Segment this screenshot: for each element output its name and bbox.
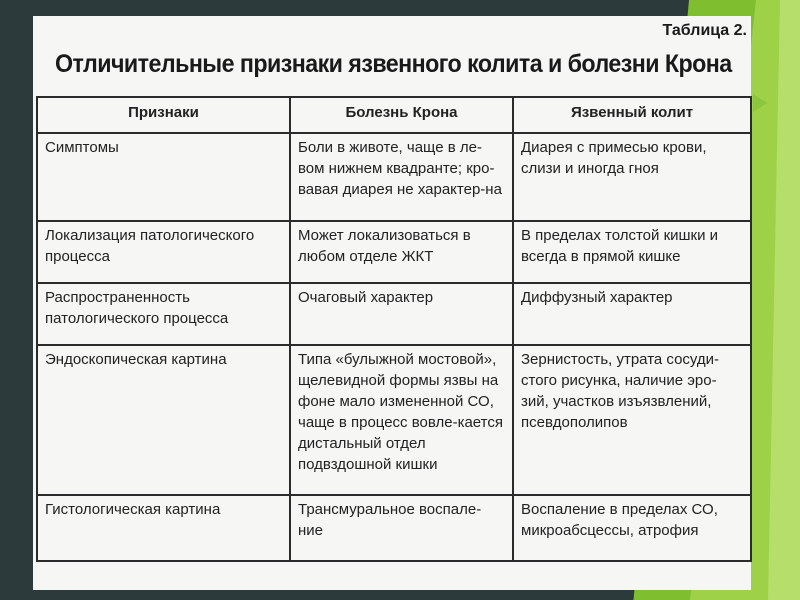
cell-crohn: Трансмуральное воспале-ние	[290, 495, 513, 561]
cell-uc: Воспаление в пределах СО, микроабсцессы, атрофия	[513, 495, 751, 561]
table-number: Таблица 2.	[662, 22, 747, 39]
table-row	[37, 345, 751, 495]
table-row	[37, 495, 751, 561]
cell-sign: Эндоскопическая картина	[37, 345, 290, 495]
cell-uc: Зернистость, утрата сосуди-стого рисунка, наличие эро-зий, участков изъязвлений, псевдополипов	[513, 345, 751, 495]
comparison-table	[36, 96, 752, 562]
table-row	[37, 221, 751, 283]
cell-uc: В пределах толстой кишки и всегда в прямой кишке	[513, 221, 751, 283]
cell-crohn: Очаговый характер	[290, 283, 513, 345]
play-arrow-icon	[753, 94, 767, 112]
column-header-signs: Признаки	[37, 97, 290, 133]
column-header-crohn: Болезнь Крона	[290, 97, 513, 133]
column-header-uc: Язвенный колит	[513, 97, 751, 133]
table-row	[37, 283, 751, 345]
cell-crohn: Может локализоваться в любом отделе ЖКТ	[290, 221, 513, 283]
table-header-row	[37, 97, 751, 133]
cell-sign: Локализация патологического процесса	[37, 221, 290, 283]
cell-sign: Симптомы	[37, 133, 290, 221]
table-title: Отличительные признаки язвенного колита и болезни Крона	[55, 50, 732, 78]
cell-sign: Гистологическая картина	[37, 495, 290, 561]
cell-uc: Диффузный характер	[513, 283, 751, 345]
cell-crohn: Типа «булыжной мостовой», щелевидной формы язвы на фоне мало измененной СО, чаще в процесс вовле-кается дистальный отдел подвздошной кишки	[290, 345, 513, 495]
cell-uc: Диарея с примесью крови, слизи и иногда гноя	[513, 133, 751, 221]
scanned-table-image	[33, 16, 751, 590]
cell-crohn: Боли в животе, чаще в ле-вом нижнем квадранте; кро-вавая диарея не характер-на	[290, 133, 513, 221]
table-row	[37, 133, 751, 221]
cell-sign: Распространенность патологического процесса	[37, 283, 290, 345]
